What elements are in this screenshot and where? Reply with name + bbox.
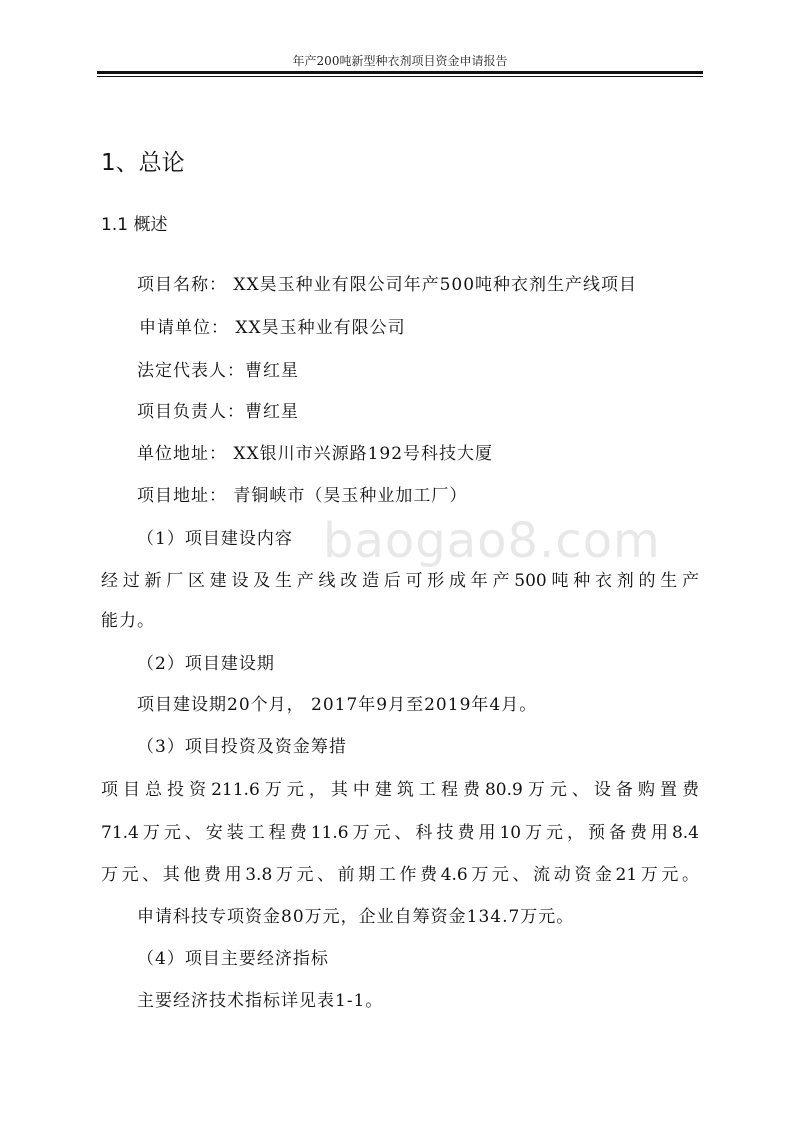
sub4-title: （4）项目主要经济指标: [137, 949, 329, 969]
project-lead-line: 项目负责人：曹红星: [137, 402, 299, 422]
sub3-title: （3）项目投资及资金筹措: [137, 737, 347, 757]
legal-rep-line: 法定代表人：曹红星: [137, 361, 299, 381]
sub3-line-2: 71.4万元、安装工程费11.6万元、科技费用10万元，预备费用8.4: [101, 823, 699, 843]
site-line: 项目地址： 青铜峡市（昊玉种业加工厂）: [137, 486, 468, 506]
sub2-text: 项目建设期20个月， 2017年9月至2019年4月。: [137, 695, 538, 715]
sub4-text: 主要经济技术指标详见表1-1。: [137, 991, 384, 1011]
watermark: baogao8.com: [323, 513, 661, 569]
sub1-title: （1）项目建设内容: [137, 529, 293, 549]
sub2-title: （2）项目建设期: [137, 654, 275, 674]
project-name-line: 项目名称： XX昊玉种业有限公司年产500吨种衣剂生产线项目: [137, 275, 638, 295]
sub1-line-2: 能力。: [101, 611, 155, 631]
sub1-line-1: 经过新厂区建设及生产线改造后可形成年产500吨种衣剂的生产: [101, 571, 699, 591]
sub3-line-3: 万元、其他费用3.8万元、前期工作费4.6万元、流动资金21万元。: [101, 865, 699, 885]
sub3-line-4: 申请科技专项资金80万元，企业自筹资金134.7万元。: [137, 907, 575, 927]
applicant-line: 申请单位： XX昊玉种业有限公司: [139, 318, 406, 338]
header-rule-thin: [97, 76, 703, 77]
subsection-heading: 1.1 概述: [101, 215, 168, 235]
sub3-line-1: 项目总投资211.6万元，其中建筑工程费80.9万元、设备购置费: [101, 780, 699, 800]
section-heading: 1、总论: [101, 150, 185, 176]
page-header-title: 年产200吨新型种衣剂项目资金申请报告: [292, 54, 508, 68]
address-line: 单位地址： XX银川市兴源路192号科技大厦: [137, 444, 494, 464]
header-rule-thick: [97, 71, 703, 74]
